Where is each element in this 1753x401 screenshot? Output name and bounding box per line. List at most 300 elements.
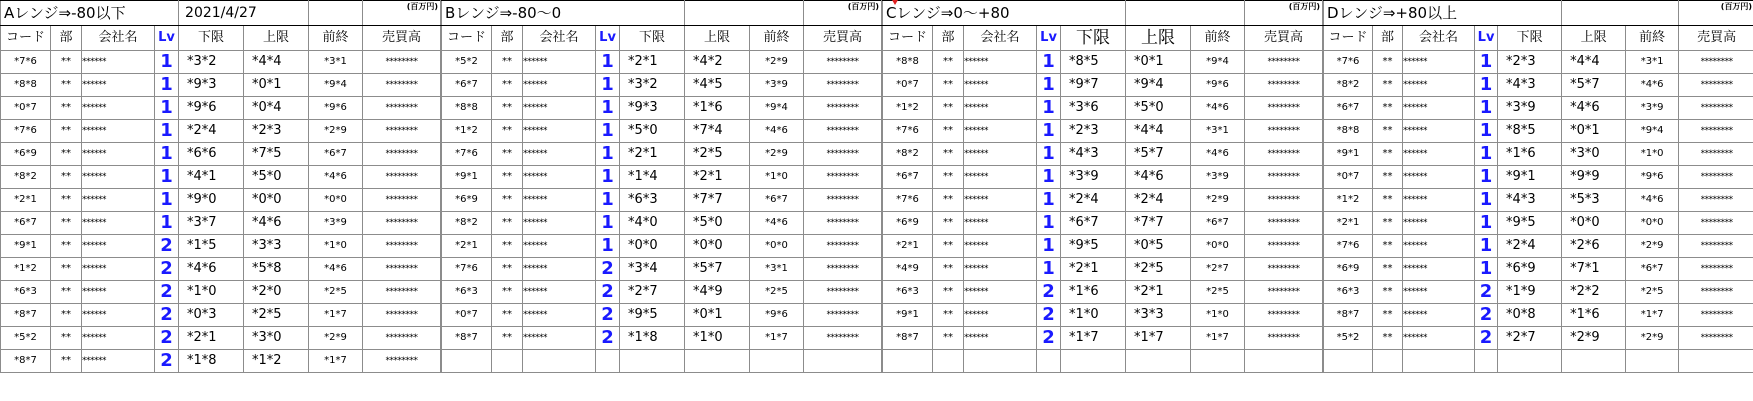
header-sales: 売買高 xyxy=(1245,26,1323,51)
cell-sales: ******** xyxy=(1245,235,1323,258)
cell-dept: ** xyxy=(492,235,523,258)
cell-lower: *4*3 xyxy=(1498,74,1562,97)
table-row xyxy=(1324,74,1753,97)
cell-lv: 1 xyxy=(1475,120,1498,143)
cell-upper: *5*0 xyxy=(1126,97,1191,120)
cell-code: *7*6 xyxy=(1324,235,1373,258)
cell-lv: 2 xyxy=(155,327,179,350)
cell-code: *2*1 xyxy=(1324,212,1373,235)
cell-prev: *1*0 xyxy=(1191,304,1245,327)
cell-dept: ** xyxy=(933,189,964,212)
cell-lv: 1 xyxy=(1475,235,1498,258)
cell-upper: *5*7 xyxy=(685,258,750,281)
cell-company: ****** xyxy=(964,120,1037,143)
cell-company: ****** xyxy=(523,166,596,189)
cell-upper: *3*0 xyxy=(244,327,309,350)
cell-prev: *3*1 xyxy=(1191,120,1245,143)
cell-code: *6*9 xyxy=(1324,258,1373,281)
table-row xyxy=(883,97,1323,120)
cell-upper: *4*9 xyxy=(685,281,750,304)
range-title: Aレンジ⇒-80以下 xyxy=(1,1,179,26)
cell-sales: ******** xyxy=(1679,212,1753,235)
table-row xyxy=(442,304,882,327)
cell-company: ****** xyxy=(523,304,596,327)
cell-lv: 1 xyxy=(1037,51,1061,74)
cell-dept: ** xyxy=(492,166,523,189)
cell-dept: ** xyxy=(1373,327,1403,350)
cell-company: ****** xyxy=(82,143,155,166)
table-row xyxy=(1324,327,1753,350)
header-prev: 前終 xyxy=(1626,26,1679,51)
table-row xyxy=(1324,258,1753,281)
cell-prev: *2*5 xyxy=(1626,281,1679,304)
cell-lv: 1 xyxy=(1037,166,1061,189)
cell-prev: *6*7 xyxy=(309,143,363,166)
cell-dept: ** xyxy=(492,304,523,327)
table-row xyxy=(442,166,882,189)
cell-code: *6*9 xyxy=(442,189,492,212)
cell-code: *1*2 xyxy=(442,120,492,143)
cell-company: ****** xyxy=(523,143,596,166)
header-code: コード xyxy=(442,26,492,51)
cell-sales: ******** xyxy=(1245,304,1323,327)
cell-company: ****** xyxy=(1403,166,1475,189)
table-row xyxy=(442,350,882,373)
cell-prev: *6*7 xyxy=(1191,212,1245,235)
cell-company: ****** xyxy=(964,281,1037,304)
cell-lower: *0*0 xyxy=(620,235,685,258)
cell-dept: ** xyxy=(492,51,523,74)
cell-lv: 1 xyxy=(596,212,620,235)
cell-sales: ******** xyxy=(1679,281,1753,304)
header-code: コード xyxy=(1,26,51,51)
cell-dept: ** xyxy=(51,97,82,120)
cell-lv: 2 xyxy=(596,281,620,304)
cell-dept: ** xyxy=(933,281,964,304)
cell-lv: 1 xyxy=(1037,97,1061,120)
cell-dept: ** xyxy=(1373,212,1403,235)
header-code: コード xyxy=(1324,26,1373,51)
cell-prev: *1*0 xyxy=(750,166,804,189)
cell-lv: 1 xyxy=(596,74,620,97)
cell-lv: 1 xyxy=(596,97,620,120)
cell-upper: *2*5 xyxy=(1126,258,1191,281)
cell-company: ****** xyxy=(523,327,596,350)
table-row xyxy=(1324,97,1753,120)
table-row xyxy=(883,235,1323,258)
cell-lv: 1 xyxy=(1475,97,1498,120)
cell-upper: *2*0 xyxy=(244,281,309,304)
cell-code: *1*2 xyxy=(1324,189,1373,212)
cell-company: ****** xyxy=(523,235,596,258)
table-row xyxy=(883,258,1323,281)
cell-lv: 2 xyxy=(1475,327,1498,350)
table-row xyxy=(1324,166,1753,189)
table-row xyxy=(442,258,882,281)
table-row xyxy=(1,281,441,304)
cell-lower: *9*0 xyxy=(179,189,244,212)
header-prev: 前終 xyxy=(750,26,804,51)
cell-lv: 1 xyxy=(596,51,620,74)
cell-sales: ******** xyxy=(363,51,441,74)
cell-upper: *2*4 xyxy=(1126,189,1191,212)
cell-lv: 2 xyxy=(596,304,620,327)
cell-dept: ** xyxy=(51,235,82,258)
cell-lv: 1 xyxy=(1475,189,1498,212)
cell-code: *6*3 xyxy=(883,281,933,304)
empty-cell xyxy=(309,1,363,26)
cell-prev: *2*5 xyxy=(309,281,363,304)
cell-prev: *0*0 xyxy=(309,189,363,212)
table-row xyxy=(1324,143,1753,166)
cell-upper: *7*7 xyxy=(685,189,750,212)
cell-company: ****** xyxy=(82,235,155,258)
cell-lv: 2 xyxy=(596,258,620,281)
cell-company: ****** xyxy=(82,166,155,189)
cell-code: *6*7 xyxy=(883,166,933,189)
cell-company: ****** xyxy=(1403,327,1475,350)
cell-code: *0*7 xyxy=(1324,166,1373,189)
cell-sales: ******** xyxy=(804,281,882,304)
cell-dept: ** xyxy=(933,166,964,189)
cell-code: *1*2 xyxy=(883,97,933,120)
cell-upper: *0*0 xyxy=(244,189,309,212)
cell-upper: *1*6 xyxy=(685,97,750,120)
cell-upper: *5*8 xyxy=(244,258,309,281)
cell-lower: *2*3 xyxy=(1061,120,1126,143)
cell-prev: *9*4 xyxy=(309,74,363,97)
cell-code: *5*2 xyxy=(1324,327,1373,350)
cell-company: ****** xyxy=(964,212,1037,235)
cell-company: ****** xyxy=(523,212,596,235)
cell-prev: *2*5 xyxy=(750,281,804,304)
cell-lower: *1*4 xyxy=(620,166,685,189)
cell-upper: *5*0 xyxy=(244,166,309,189)
cell-sales: ******** xyxy=(363,166,441,189)
cell-lower: *2*4 xyxy=(179,120,244,143)
cell-code: *9*1 xyxy=(883,304,933,327)
cell-code: *8*8 xyxy=(1324,120,1373,143)
cell-prev: *3*9 xyxy=(309,212,363,235)
cell-lv: 1 xyxy=(155,166,179,189)
cell-upper: *1*2 xyxy=(244,350,309,373)
cell-upper: *1*7 xyxy=(1126,327,1191,350)
table-row xyxy=(1,258,441,281)
cell-prev: *3*9 xyxy=(750,74,804,97)
empty-cell xyxy=(1562,350,1626,373)
cell-lower: *1*0 xyxy=(179,281,244,304)
cell-upper: *4*6 xyxy=(1562,97,1626,120)
cell-company: ****** xyxy=(523,258,596,281)
header-upper: 上限 xyxy=(244,26,309,51)
cell-sales: ******** xyxy=(804,143,882,166)
cell-dept: ** xyxy=(933,143,964,166)
cell-lower: *2*1 xyxy=(620,51,685,74)
cell-sales: ******** xyxy=(804,51,882,74)
cell-company: ****** xyxy=(82,258,155,281)
cell-code: *6*7 xyxy=(442,74,492,97)
cell-lower: *2*7 xyxy=(1498,327,1562,350)
cell-upper: *7*5 xyxy=(244,143,309,166)
cell-sales: ******** xyxy=(804,74,882,97)
empty-cell xyxy=(804,350,882,373)
cell-company: ****** xyxy=(1403,304,1475,327)
cell-upper: *9*9 xyxy=(1562,166,1626,189)
cell-upper: *3*0 xyxy=(1562,143,1626,166)
empty-cell xyxy=(442,350,492,373)
header-sales: 売買高 xyxy=(804,26,882,51)
cell-company: ****** xyxy=(82,212,155,235)
empty-cell xyxy=(685,350,750,373)
cell-company: ****** xyxy=(523,189,596,212)
cell-upper: *5*7 xyxy=(1562,74,1626,97)
cell-code: *8*2 xyxy=(1,166,51,189)
cell-code: *6*9 xyxy=(1,143,51,166)
empty-cell xyxy=(1324,350,1373,373)
cell-company: ****** xyxy=(82,350,155,373)
cell-sales: ******** xyxy=(1245,143,1323,166)
cell-company: ****** xyxy=(1403,120,1475,143)
cell-sales: ******** xyxy=(1245,51,1323,74)
cell-sales: ******** xyxy=(1679,258,1753,281)
cell-code: *6*7 xyxy=(1,212,51,235)
table-row xyxy=(442,189,882,212)
cell-sales: ******** xyxy=(363,258,441,281)
empty-cell xyxy=(523,350,596,373)
cell-lower: *6*3 xyxy=(620,189,685,212)
cell-upper: *9*4 xyxy=(1126,74,1191,97)
cell-lower: *3*2 xyxy=(620,74,685,97)
cell-sales: ******** xyxy=(363,212,441,235)
cell-upper: *5*0 xyxy=(685,212,750,235)
cell-prev: *4*6 xyxy=(1626,74,1679,97)
cell-lv: 1 xyxy=(1037,120,1061,143)
header-lower: 下限 xyxy=(179,26,244,51)
cell-sales: ******** xyxy=(804,120,882,143)
cell-lv: 1 xyxy=(155,120,179,143)
empty-cell xyxy=(1037,350,1061,373)
cell-company: ****** xyxy=(964,143,1037,166)
cell-dept: ** xyxy=(933,97,964,120)
cell-prev: *9*6 xyxy=(309,97,363,120)
cell-sales: ******** xyxy=(1245,281,1323,304)
unit-label: (百万円) xyxy=(1679,1,1753,26)
empty-cell xyxy=(1126,350,1191,373)
cell-sales: ******** xyxy=(363,281,441,304)
empty-cell xyxy=(964,350,1037,373)
header-lower: 下限 xyxy=(1498,26,1562,51)
cell-prev: *2*9 xyxy=(309,327,363,350)
empty-cell xyxy=(685,1,804,26)
empty-cell xyxy=(1475,350,1498,373)
header-company: 会社名 xyxy=(1403,26,1475,51)
cell-lower: *2*4 xyxy=(1498,235,1562,258)
cell-upper: *7*7 xyxy=(1126,212,1191,235)
table-row xyxy=(442,120,882,143)
cell-upper: *2*3 xyxy=(244,120,309,143)
range-block-c xyxy=(882,0,1323,373)
cell-upper: *5*7 xyxy=(1126,143,1191,166)
cell-code: *0*7 xyxy=(1,97,51,120)
cell-code: *0*7 xyxy=(442,304,492,327)
cell-sales: ******** xyxy=(1679,120,1753,143)
cell-lv: 2 xyxy=(1037,304,1061,327)
cell-lower: *3*9 xyxy=(1498,97,1562,120)
cell-prev: *3*9 xyxy=(1191,166,1245,189)
cell-lower: *0*8 xyxy=(1498,304,1562,327)
cell-company: ****** xyxy=(523,120,596,143)
cell-lower: *1*7 xyxy=(1061,327,1126,350)
cell-lower: *9*3 xyxy=(620,97,685,120)
unit-label: (百万円) xyxy=(1245,1,1323,26)
cell-lower: *8*5 xyxy=(1061,51,1126,74)
cell-lv: 2 xyxy=(1037,327,1061,350)
cell-company: ****** xyxy=(964,258,1037,281)
cell-code: *8*2 xyxy=(883,143,933,166)
cell-lower: *9*5 xyxy=(1061,235,1126,258)
table-row xyxy=(1324,51,1753,74)
cell-prev: *0*0 xyxy=(750,235,804,258)
table-row xyxy=(442,97,882,120)
table-row xyxy=(1,143,441,166)
cell-prev: *4*6 xyxy=(309,258,363,281)
cell-company: ****** xyxy=(82,281,155,304)
cell-sales: ******** xyxy=(804,166,882,189)
table-row xyxy=(1324,235,1753,258)
cell-code: *8*8 xyxy=(883,51,933,74)
cell-dept: ** xyxy=(1373,166,1403,189)
cell-prev: *4*6 xyxy=(1191,143,1245,166)
cell-upper: *2*1 xyxy=(1126,281,1191,304)
cell-company: ****** xyxy=(1403,212,1475,235)
cell-lower: *9*5 xyxy=(1498,212,1562,235)
table-row xyxy=(1324,304,1753,327)
cell-code: *7*6 xyxy=(1324,51,1373,74)
cell-prev: *1*7 xyxy=(750,327,804,350)
cell-dept: ** xyxy=(933,51,964,74)
cell-dept: ** xyxy=(492,97,523,120)
cell-lv: 2 xyxy=(155,258,179,281)
table-row xyxy=(1,74,441,97)
table-row xyxy=(1,350,441,373)
cell-lower: *1*6 xyxy=(1498,143,1562,166)
cell-sales: ******** xyxy=(804,212,882,235)
table-row xyxy=(883,120,1323,143)
cell-upper: *0*1 xyxy=(1562,120,1626,143)
cell-upper: *1*6 xyxy=(1562,304,1626,327)
cell-code: *8*2 xyxy=(442,212,492,235)
cell-lv: 2 xyxy=(155,235,179,258)
cell-code: *9*1 xyxy=(1324,143,1373,166)
cell-lower: *4*3 xyxy=(1061,143,1126,166)
cell-lv: 2 xyxy=(596,327,620,350)
cell-dept: ** xyxy=(1373,143,1403,166)
cell-code: *2*1 xyxy=(883,235,933,258)
table-row xyxy=(883,281,1323,304)
header-lv: Lv xyxy=(1037,26,1061,51)
cell-company: ****** xyxy=(1403,143,1475,166)
table-row xyxy=(1,235,441,258)
empty-cell xyxy=(492,350,523,373)
cell-lower: *2*1 xyxy=(620,143,685,166)
cell-code: *8*7 xyxy=(1,304,51,327)
table-row xyxy=(442,235,882,258)
cell-sales: ******** xyxy=(804,235,882,258)
cell-company: ****** xyxy=(523,97,596,120)
empty-cell xyxy=(1373,350,1403,373)
cell-lower: *1*9 xyxy=(1498,281,1562,304)
cell-lv: 1 xyxy=(1475,258,1498,281)
range-block-d xyxy=(1323,0,1753,373)
cell-prev: *3*9 xyxy=(1626,97,1679,120)
cell-lv: 1 xyxy=(1475,166,1498,189)
cell-prev: *1*0 xyxy=(309,235,363,258)
cell-company: ****** xyxy=(1403,97,1475,120)
cell-lower: *9*3 xyxy=(179,74,244,97)
cell-code: *9*1 xyxy=(1,235,51,258)
cell-upper: *4*4 xyxy=(1562,51,1626,74)
cell-code: *4*9 xyxy=(883,258,933,281)
cell-dept: ** xyxy=(51,120,82,143)
cell-lv: 2 xyxy=(155,304,179,327)
empty-cell xyxy=(1191,350,1245,373)
cell-lv: 1 xyxy=(155,51,179,74)
cell-company: ****** xyxy=(964,166,1037,189)
cell-code: *9*1 xyxy=(442,166,492,189)
cell-prev: *3*1 xyxy=(750,258,804,281)
range-title: Dレンジ⇒+80以上 xyxy=(1324,1,1562,26)
table-row xyxy=(442,74,882,97)
empty-cell xyxy=(1126,1,1245,26)
cell-sales: ******** xyxy=(1245,166,1323,189)
header-company: 会社名 xyxy=(82,26,155,51)
cell-upper: *3*3 xyxy=(1126,304,1191,327)
empty-cell xyxy=(596,350,620,373)
cell-sales: ******** xyxy=(363,189,441,212)
cell-prev: *3*1 xyxy=(1626,51,1679,74)
cell-upper: *4*6 xyxy=(1126,166,1191,189)
cell-company: ****** xyxy=(1403,258,1475,281)
header-upper: 上限 xyxy=(1126,26,1191,51)
cell-upper: *0*0 xyxy=(685,235,750,258)
header-company: 会社名 xyxy=(523,26,596,51)
cell-dept: ** xyxy=(1373,120,1403,143)
cell-code: *6*9 xyxy=(883,212,933,235)
cell-lower: *3*7 xyxy=(179,212,244,235)
cell-sales: ******** xyxy=(1679,235,1753,258)
cell-code: *7*6 xyxy=(1,120,51,143)
cell-lower: *5*0 xyxy=(620,120,685,143)
cell-company: ****** xyxy=(82,189,155,212)
cell-lower: *4*6 xyxy=(179,258,244,281)
cell-upper: *0*0 xyxy=(1562,212,1626,235)
cell-prev: *4*6 xyxy=(750,120,804,143)
empty-cell xyxy=(1245,350,1323,373)
header-lv: Lv xyxy=(155,26,179,51)
table-row xyxy=(442,51,882,74)
cell-code: *7*6 xyxy=(442,143,492,166)
cell-dept: ** xyxy=(933,327,964,350)
header-prev: 前終 xyxy=(309,26,363,51)
cell-prev: *9*4 xyxy=(1626,120,1679,143)
cell-company: ****** xyxy=(964,97,1037,120)
cell-company: ****** xyxy=(964,51,1037,74)
cell-lv: 2 xyxy=(155,350,179,373)
cell-dept: ** xyxy=(1373,189,1403,212)
cell-dept: ** xyxy=(933,74,964,97)
cell-sales: ******** xyxy=(363,97,441,120)
cell-code: *1*2 xyxy=(1,258,51,281)
